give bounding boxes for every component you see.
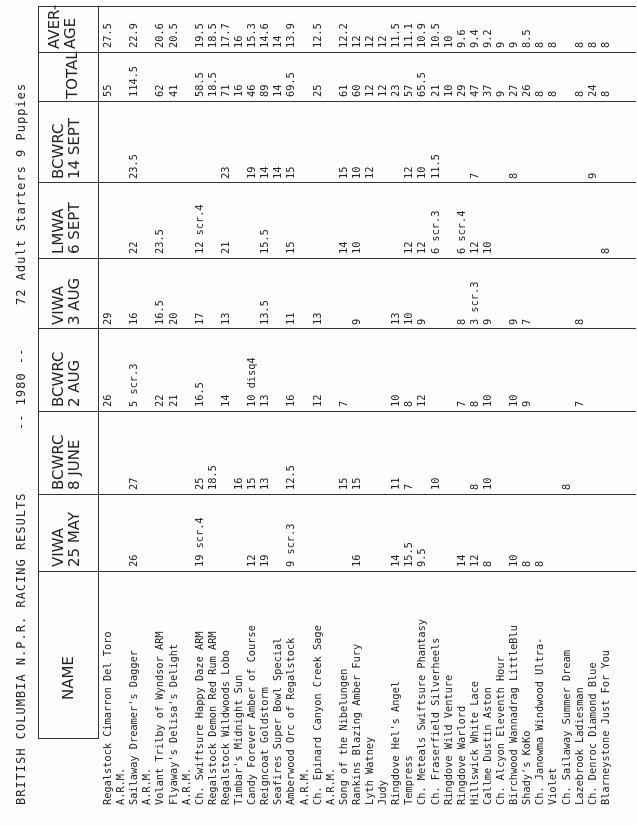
viwa-25-may-score: 8 xyxy=(481,560,494,567)
average-score: 8 xyxy=(573,41,586,48)
table-row xyxy=(220,0,233,825)
horse-name: Ch. Meteals Swiftsure Phantasy xyxy=(416,619,429,805)
table-row xyxy=(259,0,272,825)
average-score: 12 xyxy=(377,35,390,48)
bcwrc-8-june-score: 27 xyxy=(128,477,141,490)
bcwrc-2-aug-score: 12 xyxy=(311,394,324,407)
bcwrc-14-sept-score: 8 xyxy=(508,172,521,179)
bcwrc-2-aug-score: 7 xyxy=(337,400,350,407)
bcwrc-2-aug-score: 26 xyxy=(102,394,114,407)
table-row xyxy=(246,0,259,825)
table-row xyxy=(469,0,482,825)
lmwa-6-sept-score: 6 scr.4 xyxy=(455,210,468,254)
table-row xyxy=(443,0,456,825)
average-score: 8.5 xyxy=(521,29,534,48)
total-score: 8 xyxy=(547,90,560,97)
bcwrc-14-sept-score: 10 xyxy=(416,166,429,179)
viwa-3-aug-score: 7 xyxy=(521,318,534,325)
total-score: 55 xyxy=(102,84,114,97)
viwa-3-aug-score: 3 scr.3 xyxy=(468,281,481,325)
horse-name: Timbar's Midnight Sun xyxy=(233,674,245,805)
table-top-border xyxy=(38,7,39,739)
average-score: 17.7 xyxy=(219,23,232,48)
average-score: 9.2 xyxy=(481,29,494,48)
viwa-3-aug-score: 9 xyxy=(350,318,363,325)
viwa-3-aug-score: 16 xyxy=(128,312,141,325)
bcwrc-14-sept-score: 12 xyxy=(364,166,376,179)
average-score: 11.1 xyxy=(403,23,416,48)
table-row xyxy=(403,0,416,825)
lmwa-6-sept-score: 6 scr.3 xyxy=(429,210,442,254)
lmwa-6-sept-score: 12 xyxy=(403,241,416,254)
total-score: 12 xyxy=(364,84,376,97)
viwa-3-aug-score: 13.5 xyxy=(259,300,272,325)
lmwa-6-sept-score: 23.5 xyxy=(154,229,167,254)
horse-name: Song of the Nibelungen xyxy=(337,668,350,805)
lmwa-6-sept-score: 21 xyxy=(219,241,232,254)
horse-name: Birchwood Wannadrag LittleBlu xyxy=(508,625,521,805)
average-score: 12 xyxy=(350,35,363,48)
average-score: 11.5 xyxy=(390,23,403,48)
table-row xyxy=(390,0,403,825)
average-score: 9.4 xyxy=(468,29,481,48)
average-score: 18.5 xyxy=(206,23,219,48)
starters-note: 72 Adult Starters 9 Puppies xyxy=(14,82,28,305)
table-row xyxy=(312,0,325,825)
table-row xyxy=(416,0,429,825)
total-score: 24 xyxy=(586,84,599,97)
bcwrc-8-june-score: 10 xyxy=(481,477,494,490)
average-score: 13.9 xyxy=(285,23,298,48)
horse-name: Candy Forever Amber of Course xyxy=(246,625,259,805)
viwa-25-may-score: 15.5 xyxy=(403,542,416,567)
col-header-bcwrc-8-june: BCWRC 8 JUNE xyxy=(49,434,83,490)
bcwrc-14-sept-score: 14 xyxy=(259,166,272,179)
year-label: -- 1980 -- xyxy=(14,347,28,430)
bcwrc-8-june-score: 11 xyxy=(390,477,403,490)
lmwa-6-sept-score: 10 xyxy=(481,241,494,254)
table-row xyxy=(521,0,534,825)
total-score: 21 xyxy=(429,84,442,97)
bcwrc-8-june-score: 18.5 xyxy=(206,465,219,490)
bcwrc-8-june-score: 15 xyxy=(337,477,350,490)
total-score: 29 xyxy=(455,84,468,97)
total-score: 47 xyxy=(468,84,481,97)
total-score: 62 xyxy=(154,84,167,97)
viwa-3-aug-score: 13 xyxy=(390,312,403,325)
bcwrc-8-june-score: 16 xyxy=(233,477,245,490)
col-header-viwa-25-may: VIWA 25 MAY xyxy=(49,511,83,567)
horse-name: A.R.M. xyxy=(115,767,128,805)
average-score: 9 xyxy=(508,41,521,48)
horse-name: A.R.M. xyxy=(324,767,337,805)
viwa-25-may-score: 12 xyxy=(468,554,481,567)
bcwrc-8-june-score: 8 xyxy=(468,483,481,490)
viwa-3-aug-score: 9 xyxy=(508,318,521,325)
lmwa-6-sept-score: 10 xyxy=(350,241,363,254)
bcwrc-8-june-score: 10 xyxy=(429,477,442,490)
average-score: 9.6 xyxy=(455,29,468,48)
total-score: 60 xyxy=(350,84,363,97)
horse-name: A.R.M. xyxy=(141,767,154,805)
horse-name: Volant Trilby of Wyndsor ARM xyxy=(154,631,167,805)
horse-name: Ringdove Wild Venture xyxy=(442,674,455,805)
table-row xyxy=(364,0,377,825)
bcwrc-8-june-score: 15 xyxy=(246,477,259,490)
total-score: 8 xyxy=(599,90,612,97)
average-score: 12.2 xyxy=(337,23,350,48)
table-row xyxy=(128,0,141,825)
horse-name: Callme Dustin Aston xyxy=(481,687,494,805)
average-score: 9 xyxy=(495,41,507,48)
bcwrc-2-aug-score: 5 scr.3 xyxy=(128,363,141,407)
table-row xyxy=(377,0,390,825)
lmwa-6-sept-score: 12 scr.4 xyxy=(193,204,206,254)
col-header-bcwrc-2-aug: BCWRC 2 AUG xyxy=(49,351,83,407)
bcwrc-8-june-score: 25 xyxy=(193,477,206,490)
average-score: 10.5 xyxy=(429,23,442,48)
table-row xyxy=(508,0,521,825)
table-row xyxy=(574,0,587,825)
average-score: 12 xyxy=(364,35,376,48)
total-score: 89 xyxy=(259,84,272,97)
horse-name: Ch. Fraserfield Silverheels xyxy=(429,637,442,805)
average-score: 20.6 xyxy=(154,23,167,48)
table-row xyxy=(351,0,364,825)
total-score: 8 xyxy=(573,90,586,97)
bcwrc-2-aug-score: 16 xyxy=(285,394,298,407)
lmwa-6-sept-score: 12 xyxy=(416,241,429,254)
viwa-3-aug-score: 11 xyxy=(285,312,298,325)
average-score: 15.3 xyxy=(246,23,259,48)
viwa-3-aug-score: 9 xyxy=(481,318,494,325)
viwa-3-aug-score: 9 xyxy=(416,318,429,325)
viwa-3-aug-score: 16.5 xyxy=(154,300,167,325)
table-row xyxy=(495,0,508,825)
table-row xyxy=(534,0,547,825)
total-score: 14 xyxy=(272,84,285,97)
horse-name: Lyth Watney xyxy=(364,736,376,805)
viwa-25-may-score: 16 xyxy=(350,554,363,567)
horse-name: Ringdove Hel's Angel xyxy=(390,681,403,805)
total-score: 37 xyxy=(481,84,494,97)
horse-name: Ch. Sailaway Summer Dream xyxy=(560,650,573,805)
total-score: 23 xyxy=(390,84,403,97)
average-score: 14 xyxy=(272,35,285,48)
average-score: 8 xyxy=(599,41,612,48)
lmwa-6-sept-score: 22 xyxy=(128,241,141,254)
horse-name: Judy xyxy=(377,780,390,805)
total-score: 61 xyxy=(337,84,350,97)
viwa-3-aug-score: 13 xyxy=(311,312,324,325)
col-header-total: TOTAL xyxy=(63,51,81,99)
table-row xyxy=(299,0,312,825)
col-header-name: NAME xyxy=(59,656,77,700)
bcwrc-8-june-score: 15 xyxy=(350,477,363,490)
average-score: 16 xyxy=(233,35,245,48)
viwa-25-may-score: 14 xyxy=(455,554,468,567)
viwa-25-may-score: 12 xyxy=(246,554,259,567)
total-score: 8 xyxy=(534,90,547,97)
bcwrc-2-aug-score: 8 xyxy=(403,400,416,407)
horse-name: Seafires Super Bowl Special xyxy=(272,637,285,805)
bcwrc-2-aug-score: 14 xyxy=(219,394,232,407)
average-score: 14.6 xyxy=(259,23,272,48)
bcwrc-8-june-score: 7 xyxy=(403,483,416,490)
horse-name: Violet xyxy=(547,767,560,805)
bcwrc-2-aug-score: 9 xyxy=(521,400,534,407)
viwa-3-aug-score: 29 xyxy=(102,312,114,325)
average-score: 8 xyxy=(547,41,560,48)
horse-name: Amberwood Orc of Regalstock xyxy=(285,637,298,805)
viwa-3-aug-score: 10 xyxy=(403,312,416,325)
table-row xyxy=(272,0,285,825)
table-row xyxy=(600,0,613,825)
bcwrc-8-june-score: 12.5 xyxy=(285,465,298,490)
viwa-25-may-score: 19 scr.4 xyxy=(193,517,206,567)
horse-name: Flyaway's Delisa's Delight xyxy=(167,643,180,805)
bcwrc-2-aug-score: 10 disq4 xyxy=(246,357,259,407)
table-row xyxy=(181,0,194,825)
table-row xyxy=(456,0,469,825)
viwa-25-may-score: 8 xyxy=(521,560,534,567)
lmwa-6-sept-score: 8 xyxy=(599,247,612,254)
bcwrc-14-sept-score: 15 xyxy=(285,166,298,179)
col-header-lmwa-6-sept: LMWA 6 SEPT xyxy=(49,202,83,254)
table-row xyxy=(141,0,154,825)
bcwrc-14-sept-score: 23 xyxy=(219,166,232,179)
viwa-3-aug-score: 13 xyxy=(219,312,232,325)
bcwrc-2-aug-score: 10 xyxy=(481,394,494,407)
bcwrc-2-aug-score: 16.5 xyxy=(193,382,206,407)
table-row xyxy=(587,0,600,825)
table-row xyxy=(325,0,338,825)
viwa-25-may-score: 9.5 xyxy=(416,548,429,567)
table-row xyxy=(482,0,495,825)
total-score: 16 xyxy=(233,84,245,97)
bcwrc-14-sept-score: 7 xyxy=(468,172,481,179)
table-row xyxy=(194,0,207,825)
average-score: 10.9 xyxy=(416,23,429,48)
horse-name: Ch. Swiftsure Happy Daze ARM xyxy=(193,631,206,805)
lmwa-6-sept-score: 12 xyxy=(468,241,481,254)
total-score: 12 xyxy=(377,84,390,97)
bcwrc-2-aug-score: 13 xyxy=(259,394,272,407)
horse-name: Tempress xyxy=(403,755,416,805)
viwa-25-may-score: 9 scr.3 xyxy=(285,523,298,567)
document-title: BRITISH COLUMBIA N.P.R. RACING RESULTS xyxy=(14,492,28,805)
viwa-25-may-score: 26 xyxy=(128,554,141,567)
lmwa-6-sept-score: 15.5 xyxy=(259,229,272,254)
horse-name: Blarneystone Just For You xyxy=(599,650,612,805)
table-row xyxy=(102,0,115,825)
bcwrc-14-sept-score: 11.5 xyxy=(429,154,442,179)
total-score: 69.5 xyxy=(285,72,298,97)
average-score: 22.9 xyxy=(128,23,141,48)
total-score: 41 xyxy=(167,84,180,97)
table-row xyxy=(561,0,574,825)
viwa-25-may-score: 14 xyxy=(390,554,403,567)
bcwrc-2-aug-score: 7 xyxy=(573,400,586,407)
bcwrc-14-sept-score: 15 xyxy=(337,166,350,179)
table-row xyxy=(285,0,298,825)
horse-name: Lazebrook Ladiesman xyxy=(573,687,586,805)
horse-name: Reigncoat Goldstorm xyxy=(259,687,272,805)
table-row xyxy=(168,0,181,825)
table-row xyxy=(115,0,128,825)
average-score: 27.5 xyxy=(102,23,114,48)
col-header-viwa-3-aug: VIWA 3 AUG xyxy=(49,277,83,325)
bcwrc-14-sept-score: 10 xyxy=(350,166,363,179)
total-score: 57 xyxy=(403,84,416,97)
total-score: 25 xyxy=(311,84,324,97)
average-score: 8 xyxy=(586,41,599,48)
horse-name: Ch. Janowma Windwood Ultra- xyxy=(534,637,547,805)
horse-name: Ringdove Warlord xyxy=(455,705,468,805)
table-row xyxy=(430,0,443,825)
total-score: 114.5 xyxy=(128,66,141,97)
total-score: 65.5 xyxy=(416,72,429,97)
bcwrc-8-june-score: 13 xyxy=(259,477,272,490)
horse-name: Sailaway Dreamer's Dagger xyxy=(128,650,141,805)
horse-name: Ch. Epinard Canyon Creek Sage xyxy=(311,625,324,805)
horse-name: A.R.M. xyxy=(298,767,311,805)
total-score: 46 xyxy=(246,84,259,97)
total-score: 71 xyxy=(219,84,232,97)
horse-name: Hillswick White Lace xyxy=(468,681,481,805)
bcwrc-2-aug-score: 7 xyxy=(455,400,468,407)
average-score: 8 xyxy=(534,41,547,48)
average-score: 20.5 xyxy=(167,23,180,48)
horse-name: Regalstock Wildwoods Lobo xyxy=(219,650,232,805)
col-header-average: AVER- AGE xyxy=(45,4,79,49)
table-row xyxy=(338,0,351,825)
table-row xyxy=(207,0,220,825)
column-divider xyxy=(38,738,98,739)
average-score: 10 xyxy=(442,35,455,48)
bcwrc-2-aug-score: 12 xyxy=(416,394,429,407)
bcwrc-2-aug-score: 22 xyxy=(154,394,167,407)
horse-name: Rankins Blazing Amber Fury xyxy=(350,643,363,805)
viwa-25-may-score: 19 xyxy=(259,554,272,567)
bcwrc-2-aug-score: 21 xyxy=(167,394,180,407)
viwa-25-may-score: 8 xyxy=(534,560,547,567)
bcwrc-14-sept-score: 19 xyxy=(246,166,259,179)
total-score: 10 xyxy=(442,84,455,97)
bcwrc-14-sept-score: 9 xyxy=(586,172,599,179)
bcwrc-2-aug-score: 10 xyxy=(390,394,403,407)
lmwa-6-sept-score: 14 xyxy=(337,241,350,254)
table-row xyxy=(233,0,246,825)
horse-name: Regalstock Cimarron Del Toro xyxy=(102,631,114,805)
total-score: 18.5 xyxy=(206,72,219,97)
total-score: 26 xyxy=(521,84,534,97)
viwa-25-may-score: 10 xyxy=(508,554,521,567)
horse-name: Regalstock Demon Red Rum ARM xyxy=(206,631,219,805)
bcwrc-14-sept-score: 23.5 xyxy=(128,154,141,179)
bcwrc-2-aug-score: 8 xyxy=(468,400,481,407)
viwa-3-aug-score: 20 xyxy=(167,312,180,325)
viwa-3-aug-score: 8 xyxy=(573,318,586,325)
average-score: 19.5 xyxy=(193,23,206,48)
bcwrc-2-aug-score: 10 xyxy=(508,394,521,407)
horse-name: Ch. Alcyon Eleventh Hour xyxy=(495,656,507,805)
bcwrc-14-sept-score: 14 xyxy=(272,166,285,179)
viwa-3-aug-score: 17 xyxy=(193,312,206,325)
horse-name: Ch. Denroc Diamond Blue xyxy=(586,662,599,805)
table-row xyxy=(154,0,167,825)
col-header-bcwrc-14-sept: BCWRC 14 SEPT xyxy=(49,117,83,179)
viwa-3-aug-score: 8 xyxy=(455,318,468,325)
average-score: 12.5 xyxy=(311,23,324,48)
header-bottom-border xyxy=(98,7,99,739)
table-row xyxy=(547,0,560,825)
total-score: 58.5 xyxy=(193,72,206,97)
horse-name: A.R.M. xyxy=(180,767,193,805)
bcwrc-8-june-score: 8 xyxy=(560,483,573,490)
total-score: 27 xyxy=(508,84,521,97)
horse-name: Shady's KoKo xyxy=(521,730,534,805)
lmwa-6-sept-score: 15 xyxy=(285,241,298,254)
bcwrc-14-sept-score: 12 xyxy=(403,166,416,179)
total-score: 9 xyxy=(495,90,507,97)
